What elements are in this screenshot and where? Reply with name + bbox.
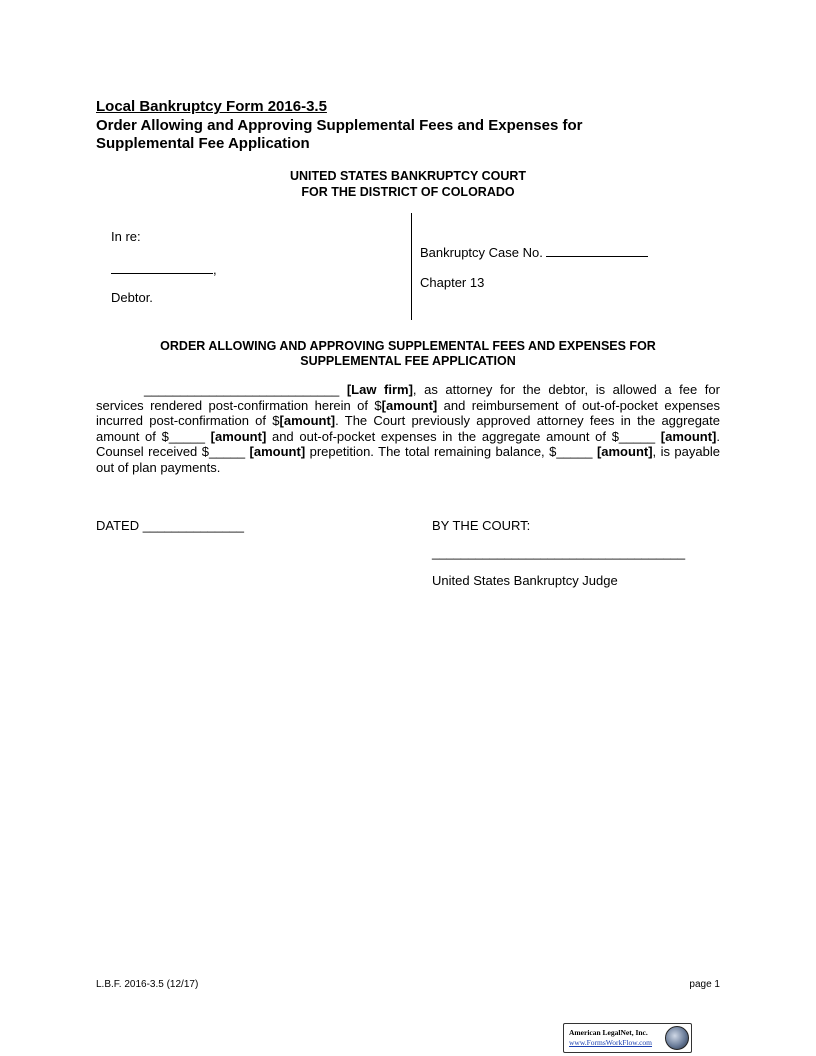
footer-form-code: L.B.F. 2016-3.5 (12/17) (96, 979, 199, 990)
amount-expenses[interactable]: [amount] (279, 413, 336, 428)
court-name: UNITED STATES BANKRUPTCY COURT (289, 169, 527, 183)
forms-workflow-stamp[interactable] (563, 1023, 692, 1053)
body-text-3: . The Court previously approved attorney fees in the aggregate amount of $_____ (96, 413, 720, 444)
law-firm-blank[interactable]: ___________________________ (144, 382, 340, 397)
order-title-line2: SUPPLEMENTAL FEE APPLICATION (300, 354, 516, 368)
amount-prepetition[interactable]: [amount] (249, 444, 306, 459)
amount-prior-expenses[interactable]: [amount] (660, 428, 717, 444)
order-body (96, 382, 720, 475)
judge-signature-line[interactable]: ___________________________________ (432, 545, 686, 560)
order-title-line1: ORDER ALLOWING AND APPROVING SUPPLEMENTAL FEES AND EXPENSES FOR (160, 339, 656, 353)
body-text-7: , is payable out of plan payments. (96, 444, 720, 475)
law-firm-placeholder[interactable]: [Law firm] (346, 382, 413, 397)
caption-divider (411, 213, 412, 320)
stamp-website-link[interactable]: www.FormsWorkFlow.com (569, 1038, 653, 1047)
amount-prior-fees[interactable]: [amount] (210, 428, 267, 444)
debtor-name-field[interactable] (111, 261, 217, 278)
body-text-1: , as attorney for the debtor, is allowed a fee for services rendered post-confirmation herein of $ (96, 382, 720, 413)
dated-field[interactable] (96, 518, 244, 534)
dated-label: DATED (96, 518, 140, 533)
globe-icon (665, 1026, 689, 1050)
debtor-comma: , (213, 262, 217, 277)
amount-remaining-balance[interactable]: [amount] (596, 444, 653, 459)
form-title-line2: Supplemental Fee Application (96, 135, 310, 152)
case-number-label: Bankruptcy Case No. (420, 245, 543, 260)
by-the-court-label: BY THE COURT: (432, 518, 531, 533)
case-number-field[interactable] (420, 244, 648, 261)
chapter-label: Chapter 13 (420, 275, 485, 290)
case-number-blank[interactable] (546, 244, 648, 257)
footer-page-number: page 1 (689, 979, 720, 990)
form-number: Local Bankruptcy Form 2016-3.5 (96, 98, 327, 115)
debtor-label: Debtor. (111, 290, 153, 305)
dated-blank[interactable]: ______________ (142, 518, 244, 533)
amount-fee[interactable]: [amount] (381, 397, 438, 413)
body-text-6: prepetition. The total remaining balance, $_____ (305, 444, 597, 459)
form-title-line1: Order Allowing and Approving Supplemental Fees and Expenses for (96, 117, 583, 134)
body-text-2: and reimbursement of out-of-pocket expenses incurred post-confirmation of $ (96, 397, 720, 428)
stamp-company: American LegalNet, Inc. (569, 1028, 648, 1037)
debtor-name-blank[interactable] (111, 261, 213, 274)
body-text-5: . Counsel received $_____ (96, 428, 720, 459)
court-district: FOR THE DISTRICT OF COLORADO (301, 185, 515, 199)
body-text-4: and out-of-pocket expenses in the aggregate amount of $_____ (266, 428, 661, 444)
in-re-label: In re: (111, 229, 141, 244)
judge-title: United States Bankruptcy Judge (432, 573, 618, 588)
